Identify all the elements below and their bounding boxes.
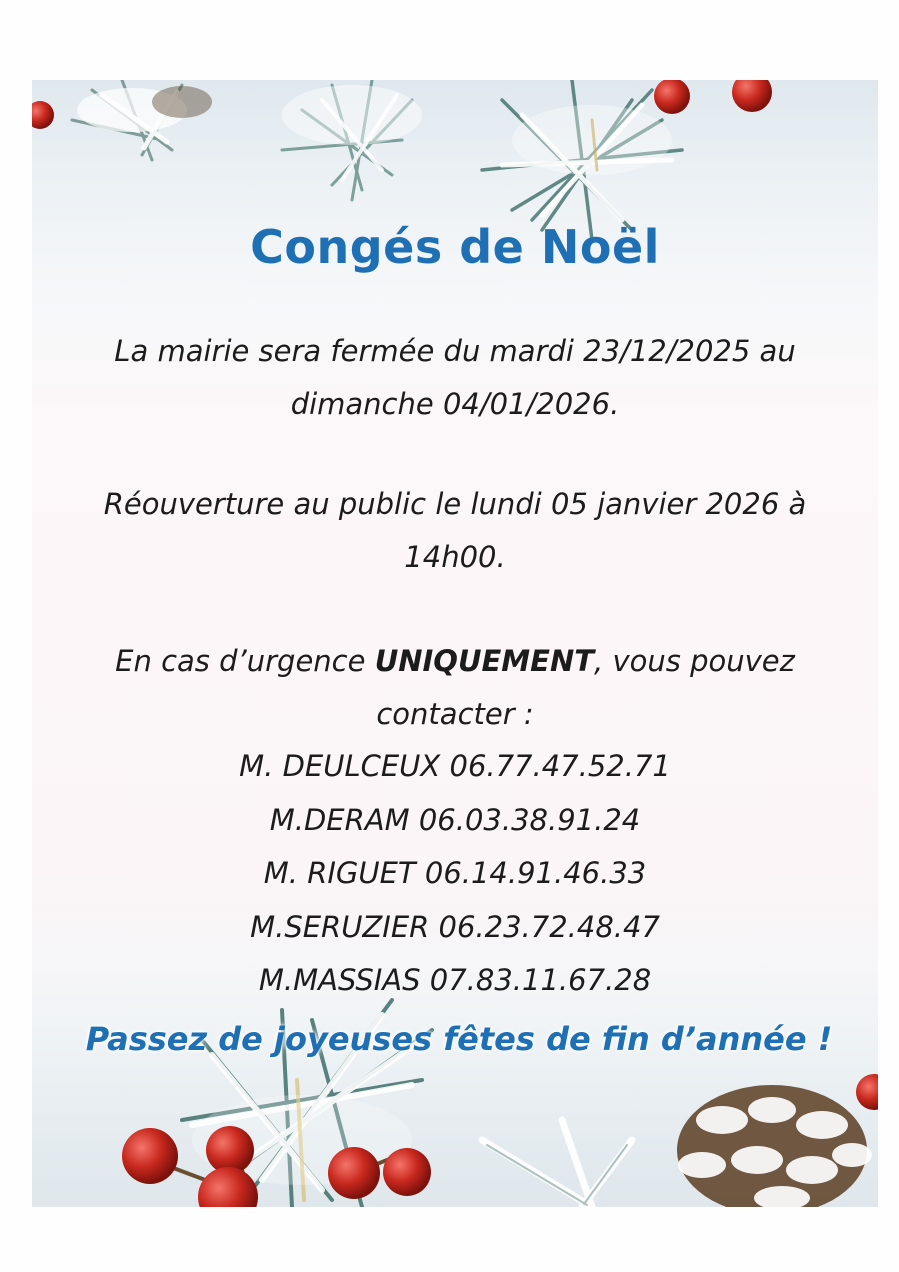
emergency-paragraph [32, 635, 878, 741]
contact-item: M.MASSIAS 07.83.11.67.28 [258, 963, 652, 997]
contact-item: M. RIGUET 06.14.91.46.33 [263, 856, 647, 890]
reopening-paragraph [32, 478, 878, 584]
christmas-poster [32, 80, 878, 1207]
emergency-line [32, 635, 878, 688]
contact-item: M.SERUZIER 06.23.72.48.47 [250, 909, 660, 944]
emergency-line: contacter : [376, 697, 534, 731]
emergency-prefix: En cas d’urgence [115, 644, 375, 678]
contact-item: M.DERAM 06.03.38.91.24 [269, 802, 641, 837]
contact-list [32, 740, 878, 1008]
reopening-line: 14h00. [404, 540, 506, 574]
emergency-emphasis: UNIQUEMENT [374, 644, 595, 678]
emergency-suffix: , vous pouvez [594, 644, 795, 678]
reopening-line: Réouverture au public le lundi 05 janvier 2026 à [103, 487, 807, 521]
page-title: Congés de Noël [250, 220, 660, 274]
contact-item: M. DEULCEUX 06.77.47.52.71 [239, 749, 671, 783]
closing-greeting: Passez de joyeuses fêtes de fin d’année ! [85, 1020, 833, 1058]
closure-line: La mairie sera fermée du mardi 23/12/2025 au [114, 334, 796, 368]
closure-paragraph [32, 325, 878, 431]
closure-line: dimanche 04/01/2026. [290, 387, 620, 421]
